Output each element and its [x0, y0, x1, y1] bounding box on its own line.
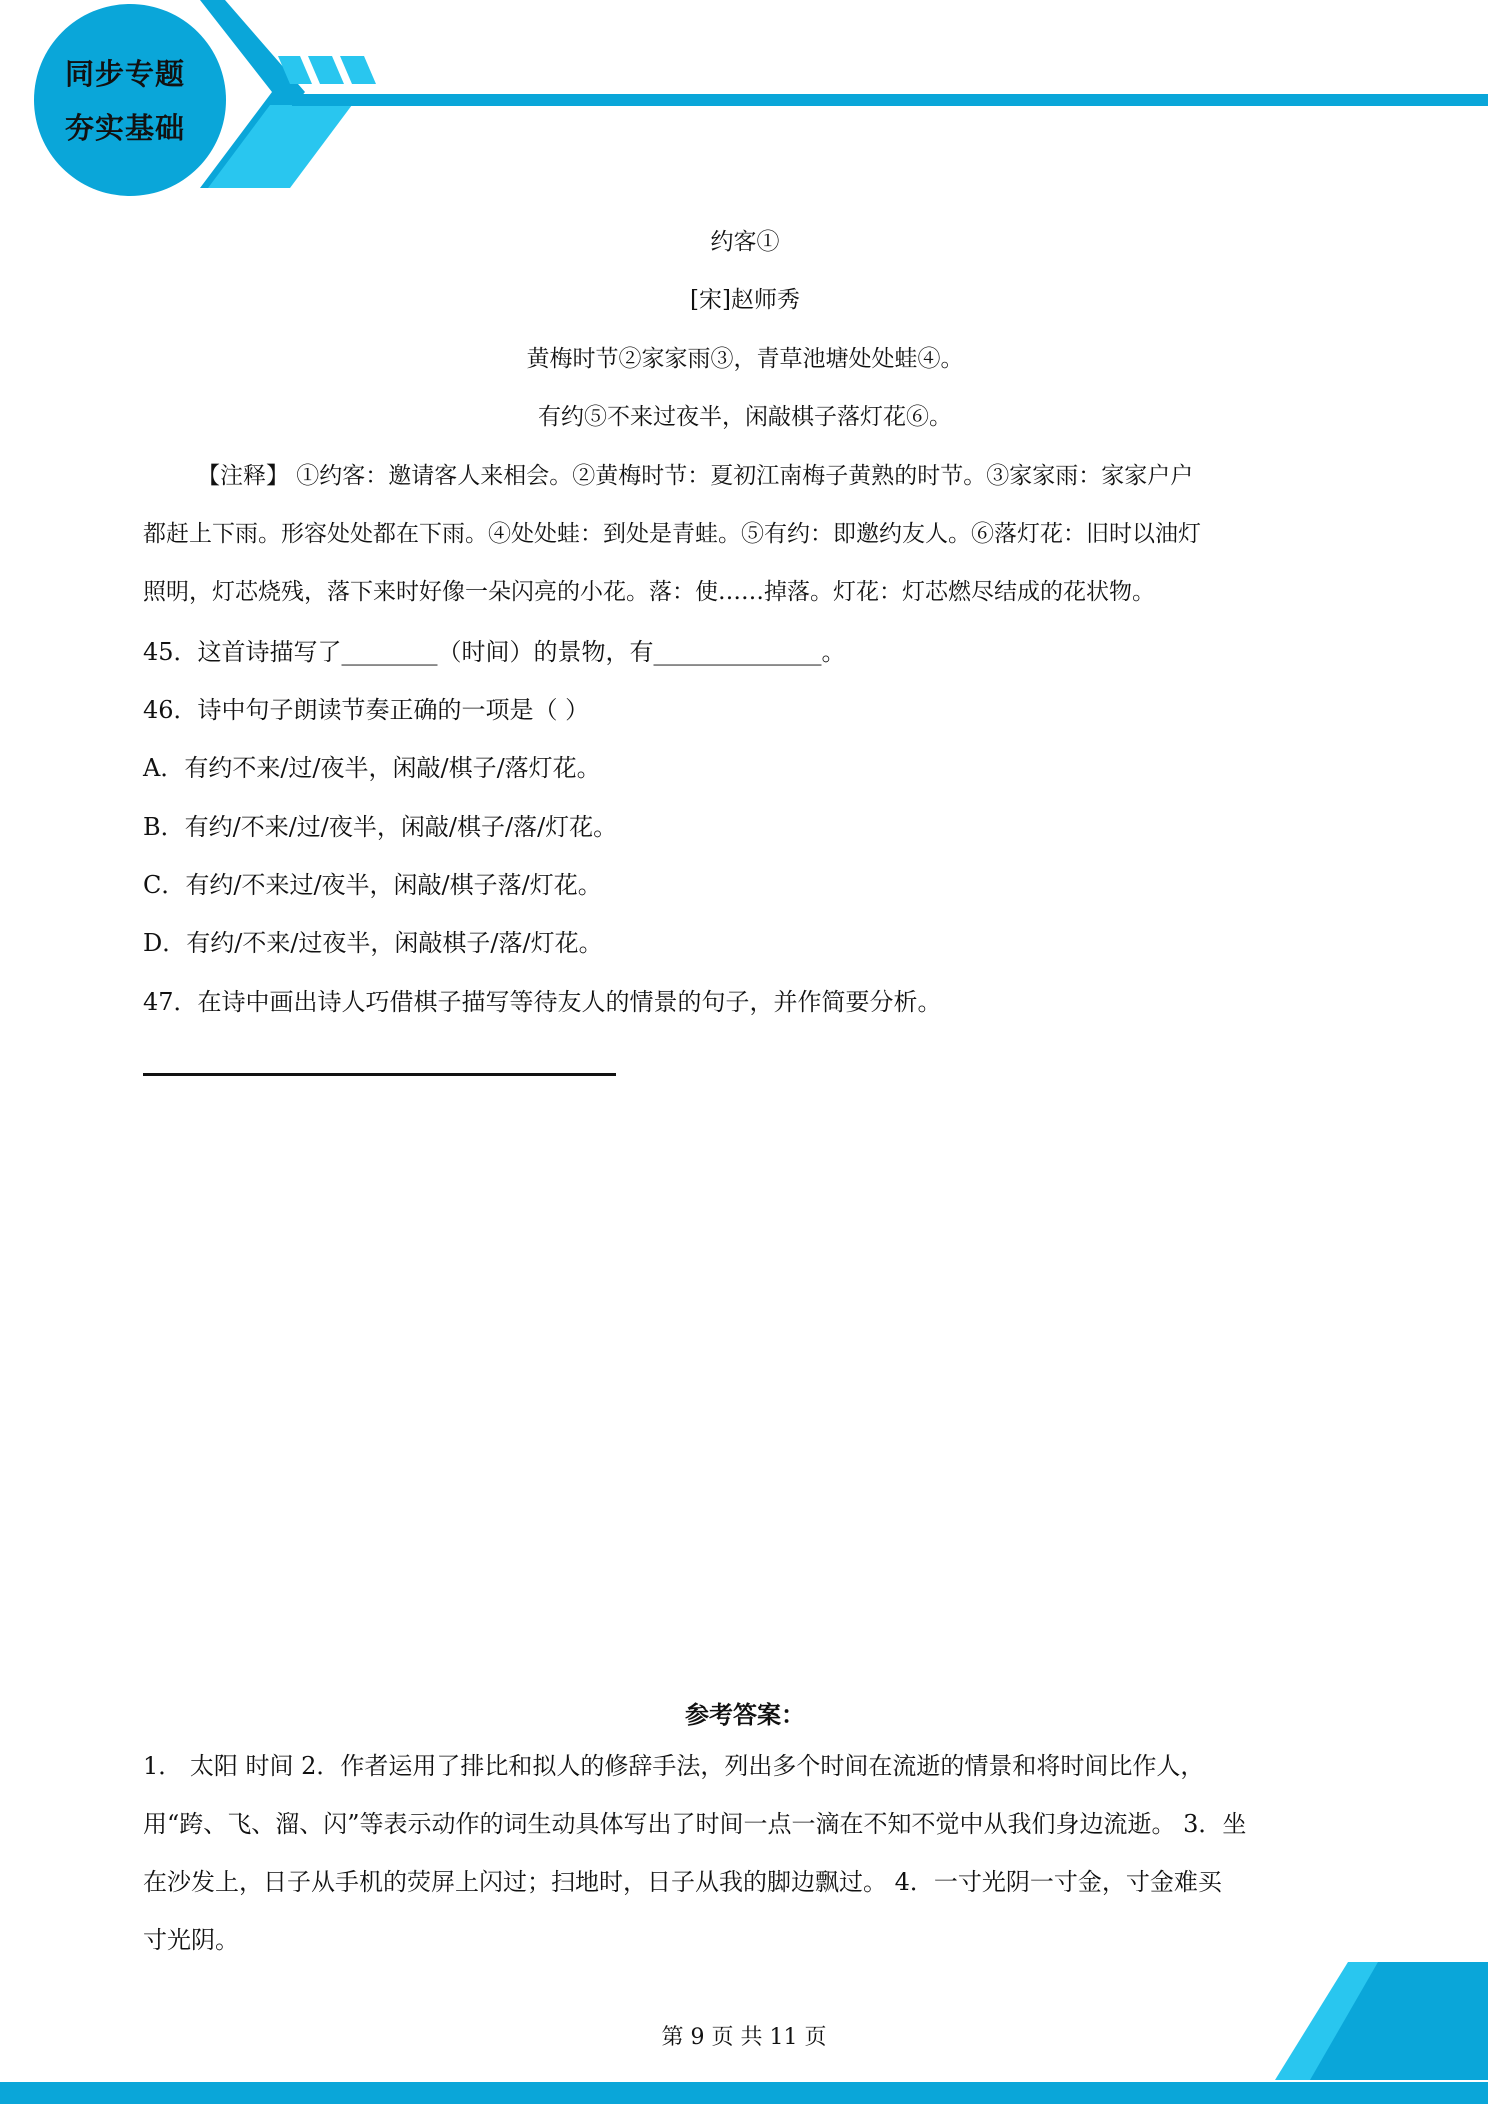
answers-line-2: 用“跨、飞、溜、闪”等表示动作的词生动具体写出了时间一点一滴在不知不觉中从我们身边流逝。 3．坐: [143, 1810, 1247, 1838]
header-dash-2: [308, 56, 344, 84]
header-badge-circle: [34, 4, 226, 196]
notes-line-2: 都赶上下雨。形容处处都在下雨。④处处蛙：到处是青蛙。⑤有约：即邀约友人。⑥落灯花：旧时以油灯: [143, 521, 1201, 547]
answers-title: 参考答案：: [685, 1700, 805, 1729]
answers-line-3: 在沙发上，日子从手机的荧屏上闪过；扫地时，日子从我的脚边飘过。 4．一寸光阴一寸金，寸金难买: [143, 1868, 1222, 1896]
answer-blank-line: [143, 1073, 616, 1076]
question-46-option-a: A．有约不来/过/夜半，闲敲/棋子/落灯花。: [143, 754, 601, 782]
poem-line-2: 有约⑤不来过夜半，闲敲棋子落灯花⑥。: [538, 404, 952, 430]
poem-author: [宋]赵师秀: [690, 287, 800, 313]
question-46: 46．诗中句子朗读节奏正确的一项是（ ）: [143, 696, 590, 724]
question-45: 45．这首诗描写了________（时间）的景物，有______________。: [143, 638, 846, 666]
notes-line-3: 照明，灯芯烧残，落下来时好像一朵闪亮的小花。落：使……掉落。灯花：灯芯燃尽结成的花状物。: [143, 579, 1155, 605]
page-number: 第 9 页 共 11 页: [661, 2025, 827, 2050]
question-47: 47．在诗中画出诗人巧借棋子描写等待友人的情景的句子，并作简要分析。: [143, 988, 942, 1016]
badge-line-1: 同步专题: [64, 57, 185, 91]
poem-title: 约客①: [710, 229, 780, 255]
header-stripe-light: [208, 105, 352, 188]
answers-line-1: 1． 太阳 时间 2．作者运用了排比和拟人的修辞手法，列出多个时间在流逝的情景和将时间比作人，: [143, 1752, 1205, 1780]
notes-line-1: 【注释】 ①约客：邀请客人来相会。②黄梅时节：夏初江南梅子黄熟的时节。③家家雨：家家户户: [197, 463, 1194, 489]
question-46-option-b: B．有约/不来/过/夜半，闲敲/棋子/落/灯花。: [143, 813, 618, 841]
badge-line-2: 夯实基础: [64, 111, 185, 145]
answers-line-4: 寸光阴。: [143, 1926, 239, 1954]
footer-rule: [0, 2082, 1488, 2104]
header-dash-3: [340, 56, 376, 84]
header-rule: [292, 94, 1488, 106]
poem-line-1: 黄梅时节②家家雨③，青草池塘处处蛙④。: [526, 346, 964, 372]
question-46-option-c: C．有约/不来过/夜半，闲敲/棋子落/灯花。: [143, 871, 602, 899]
header-banner: [0, 0, 1488, 200]
question-46-option-d: D．有约/不来/过夜半，闲敲棋子/落/灯花。: [143, 929, 603, 957]
